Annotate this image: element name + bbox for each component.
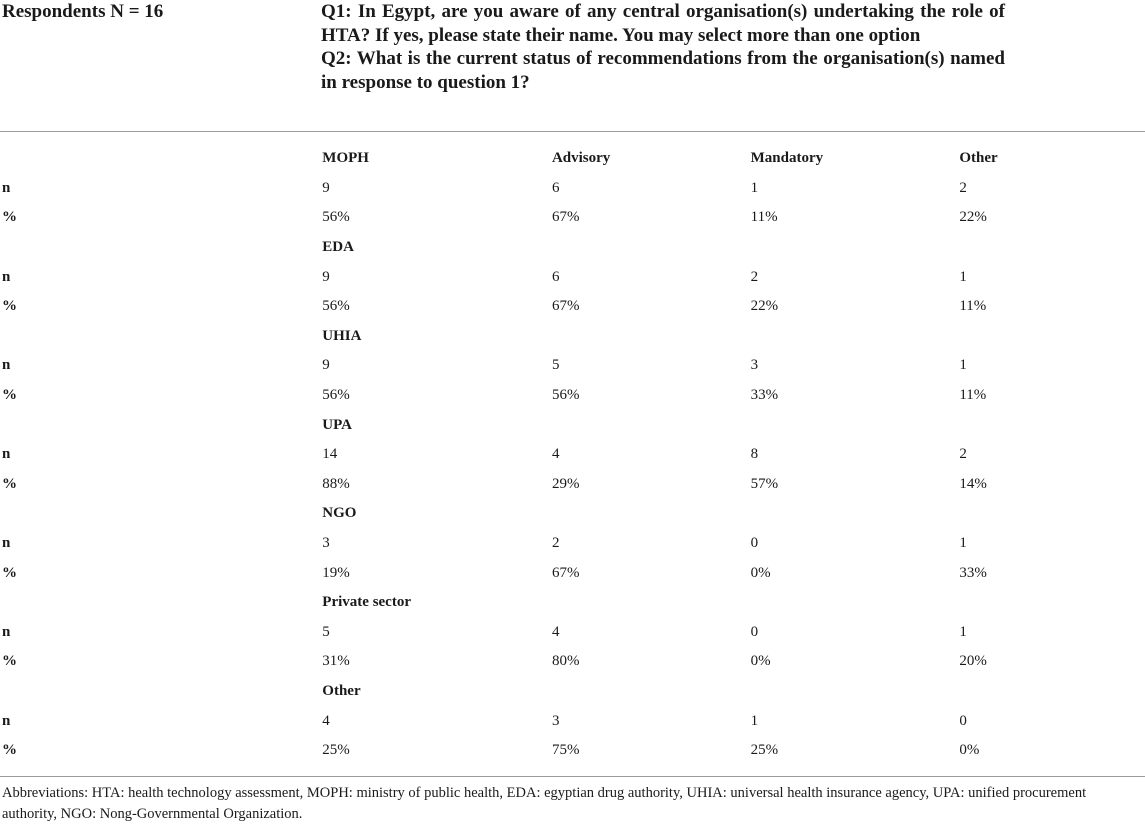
- column-header: Other: [959, 150, 998, 167]
- organisation-name: UPA: [322, 416, 353, 433]
- percent-cell: 80%: [551, 653, 580, 670]
- count-cell: 1: [959, 623, 967, 640]
- percent-cell: 25%: [322, 742, 350, 759]
- count-cell: 5: [322, 623, 330, 640]
- column-header: [751, 588, 960, 618]
- column-header: [751, 233, 960, 263]
- bottom-divider: [0, 776, 1145, 777]
- column-header: [959, 233, 1145, 263]
- top-divider: [0, 131, 1145, 132]
- column-header: Advisory: [551, 150, 611, 167]
- group-header-row: [0, 144, 1145, 174]
- column-header: [552, 677, 751, 707]
- percent-cell: 75%: [551, 742, 580, 759]
- percent-cell: 67%: [551, 564, 580, 581]
- abbreviations-footnote: Abbreviations: HTA: health technology assessment, MOPH: ministry of public health, EDA: egyptian drug authority, UHIA: universal health insurance agency, UPA: unified procurement authority, NGO: Nong-Governmental Organization.: [2, 785, 1087, 822]
- respondents-label: Respondents N = 16: [2, 1, 164, 22]
- column-header: Mandatory: [750, 150, 824, 167]
- count-cell: 0: [750, 623, 759, 640]
- column-header: [959, 588, 1145, 618]
- count-row: [0, 262, 1145, 292]
- organisation-name: NGO: [322, 505, 357, 522]
- count-cell: 4: [551, 623, 560, 640]
- count-cell: 3: [551, 712, 560, 729]
- column-header: [959, 410, 1145, 440]
- percent-cell: 20%: [959, 653, 987, 670]
- percent-cell: 0%: [750, 653, 771, 670]
- percent-cell: 0%: [959, 742, 980, 759]
- count-cell: 9: [322, 268, 330, 285]
- count-cell: 5: [551, 357, 560, 374]
- count-cell: 9: [322, 179, 330, 196]
- count-cell: 4: [322, 712, 330, 729]
- percent-cell: 33%: [959, 564, 987, 581]
- column-header: [552, 588, 751, 618]
- column-header: [751, 499, 960, 529]
- row-label-n: n: [2, 268, 11, 285]
- column-header: [959, 322, 1145, 352]
- count-row: [0, 706, 1145, 736]
- percent-cell: 14%: [959, 475, 987, 492]
- column-header: [552, 410, 751, 440]
- column-header: [959, 677, 1145, 707]
- row-label-percent: %: [2, 387, 17, 404]
- percent-cell: 11%: [750, 209, 778, 226]
- count-cell: 1: [959, 535, 967, 552]
- percent-cell: 22%: [750, 298, 779, 315]
- row-label-n: n: [2, 357, 11, 374]
- percent-cell: 33%: [750, 387, 779, 404]
- count-cell: 3: [750, 357, 759, 374]
- row-label-n: n: [2, 535, 11, 552]
- percent-cell: 56%: [322, 209, 350, 226]
- results-table: [0, 144, 1145, 765]
- organisation-name: EDA: [322, 239, 354, 256]
- count-row: [0, 351, 1145, 381]
- percent-row: [0, 647, 1145, 677]
- column-header: [552, 499, 751, 529]
- row-label-n: n: [2, 712, 11, 729]
- percent-cell: 88%: [322, 475, 350, 492]
- group-header-row: [0, 499, 1145, 529]
- row-label-empty: [0, 588, 322, 618]
- row-label-empty: [0, 144, 322, 174]
- row-label-percent: %: [2, 209, 17, 226]
- count-cell: 0: [750, 535, 759, 552]
- count-row: [0, 529, 1145, 559]
- column-header: [751, 322, 960, 352]
- organisation-name: MOPH: [322, 150, 369, 167]
- percent-cell: 56%: [322, 298, 350, 315]
- row-label-percent: %: [2, 298, 17, 315]
- count-cell: 2: [959, 446, 967, 463]
- row-label-percent: %: [2, 653, 17, 670]
- row-label-empty: [0, 499, 322, 529]
- count-cell: 3: [322, 535, 330, 552]
- row-label-percent: %: [2, 564, 17, 581]
- row-label-empty: [0, 322, 322, 352]
- column-header: [552, 322, 751, 352]
- table-header: [0, 0, 1145, 131]
- count-row: [0, 174, 1145, 204]
- column-header: [959, 499, 1145, 529]
- count-cell: 6: [551, 268, 560, 285]
- percent-row: [0, 203, 1145, 233]
- count-cell: 8: [750, 446, 759, 463]
- column-header: [751, 410, 960, 440]
- column-header: [751, 677, 960, 707]
- row-label-n: n: [2, 623, 11, 640]
- percent-cell: 56%: [551, 387, 580, 404]
- percent-row: [0, 558, 1145, 588]
- percent-row: [0, 470, 1145, 500]
- count-cell: 1: [959, 268, 967, 285]
- percent-row: [0, 736, 1145, 766]
- group-header-row: [0, 677, 1145, 707]
- count-cell: 1: [750, 179, 759, 196]
- questions-block: [321, 0, 1005, 94]
- group-header-row: [0, 588, 1145, 618]
- percent-cell: 22%: [959, 209, 987, 226]
- row-label-empty: [0, 677, 322, 707]
- count-cell: 4: [551, 446, 560, 463]
- row-label-empty: [0, 410, 322, 440]
- question-2: Q2: What is the current status of recommendations from the organisation(s) named in response to question 1?: [321, 48, 1005, 93]
- row-label-n: n: [2, 446, 11, 463]
- row-label-percent: %: [2, 475, 17, 492]
- count-cell: 9: [322, 357, 330, 374]
- count-row: [0, 440, 1145, 470]
- row-label-empty: [0, 233, 322, 263]
- percent-cell: 0%: [750, 564, 771, 581]
- group-header-row: [0, 233, 1145, 263]
- count-cell: 1: [750, 712, 759, 729]
- row-label-percent: %: [2, 742, 17, 759]
- count-cell: 2: [959, 179, 967, 196]
- percent-cell: 25%: [750, 742, 779, 759]
- column-header: [552, 233, 751, 263]
- count-cell: 14: [322, 446, 338, 463]
- count-cell: 6: [551, 179, 560, 196]
- count-cell: 2: [750, 268, 759, 285]
- count-cell: 2: [551, 535, 560, 552]
- group-header-row: [0, 410, 1145, 440]
- row-label-n: n: [2, 179, 11, 196]
- percent-cell: 57%: [750, 475, 779, 492]
- count-cell: 0: [959, 712, 967, 729]
- organisation-name: Private sector: [322, 594, 411, 611]
- percent-cell: 11%: [959, 298, 987, 315]
- percent-cell: 19%: [322, 564, 350, 581]
- percent-cell: 67%: [551, 298, 580, 315]
- percent-cell: 56%: [322, 387, 350, 404]
- question-1: Q1: In Egypt, are you aware of any central organisation(s) undertaking the role of HTA? If yes, please state their name. You may select more than one option: [321, 1, 1005, 46]
- percent-row: [0, 381, 1145, 411]
- percent-cell: 31%: [322, 653, 350, 670]
- percent-cell: 29%: [551, 475, 580, 492]
- percent-row: [0, 292, 1145, 322]
- percent-cell: 67%: [551, 209, 580, 226]
- group-header-row: [0, 322, 1145, 352]
- percent-cell: 11%: [959, 387, 987, 404]
- organisation-name: UHIA: [322, 327, 362, 344]
- organisation-name: Other: [322, 682, 361, 699]
- count-cell: 1: [959, 357, 967, 374]
- count-row: [0, 618, 1145, 648]
